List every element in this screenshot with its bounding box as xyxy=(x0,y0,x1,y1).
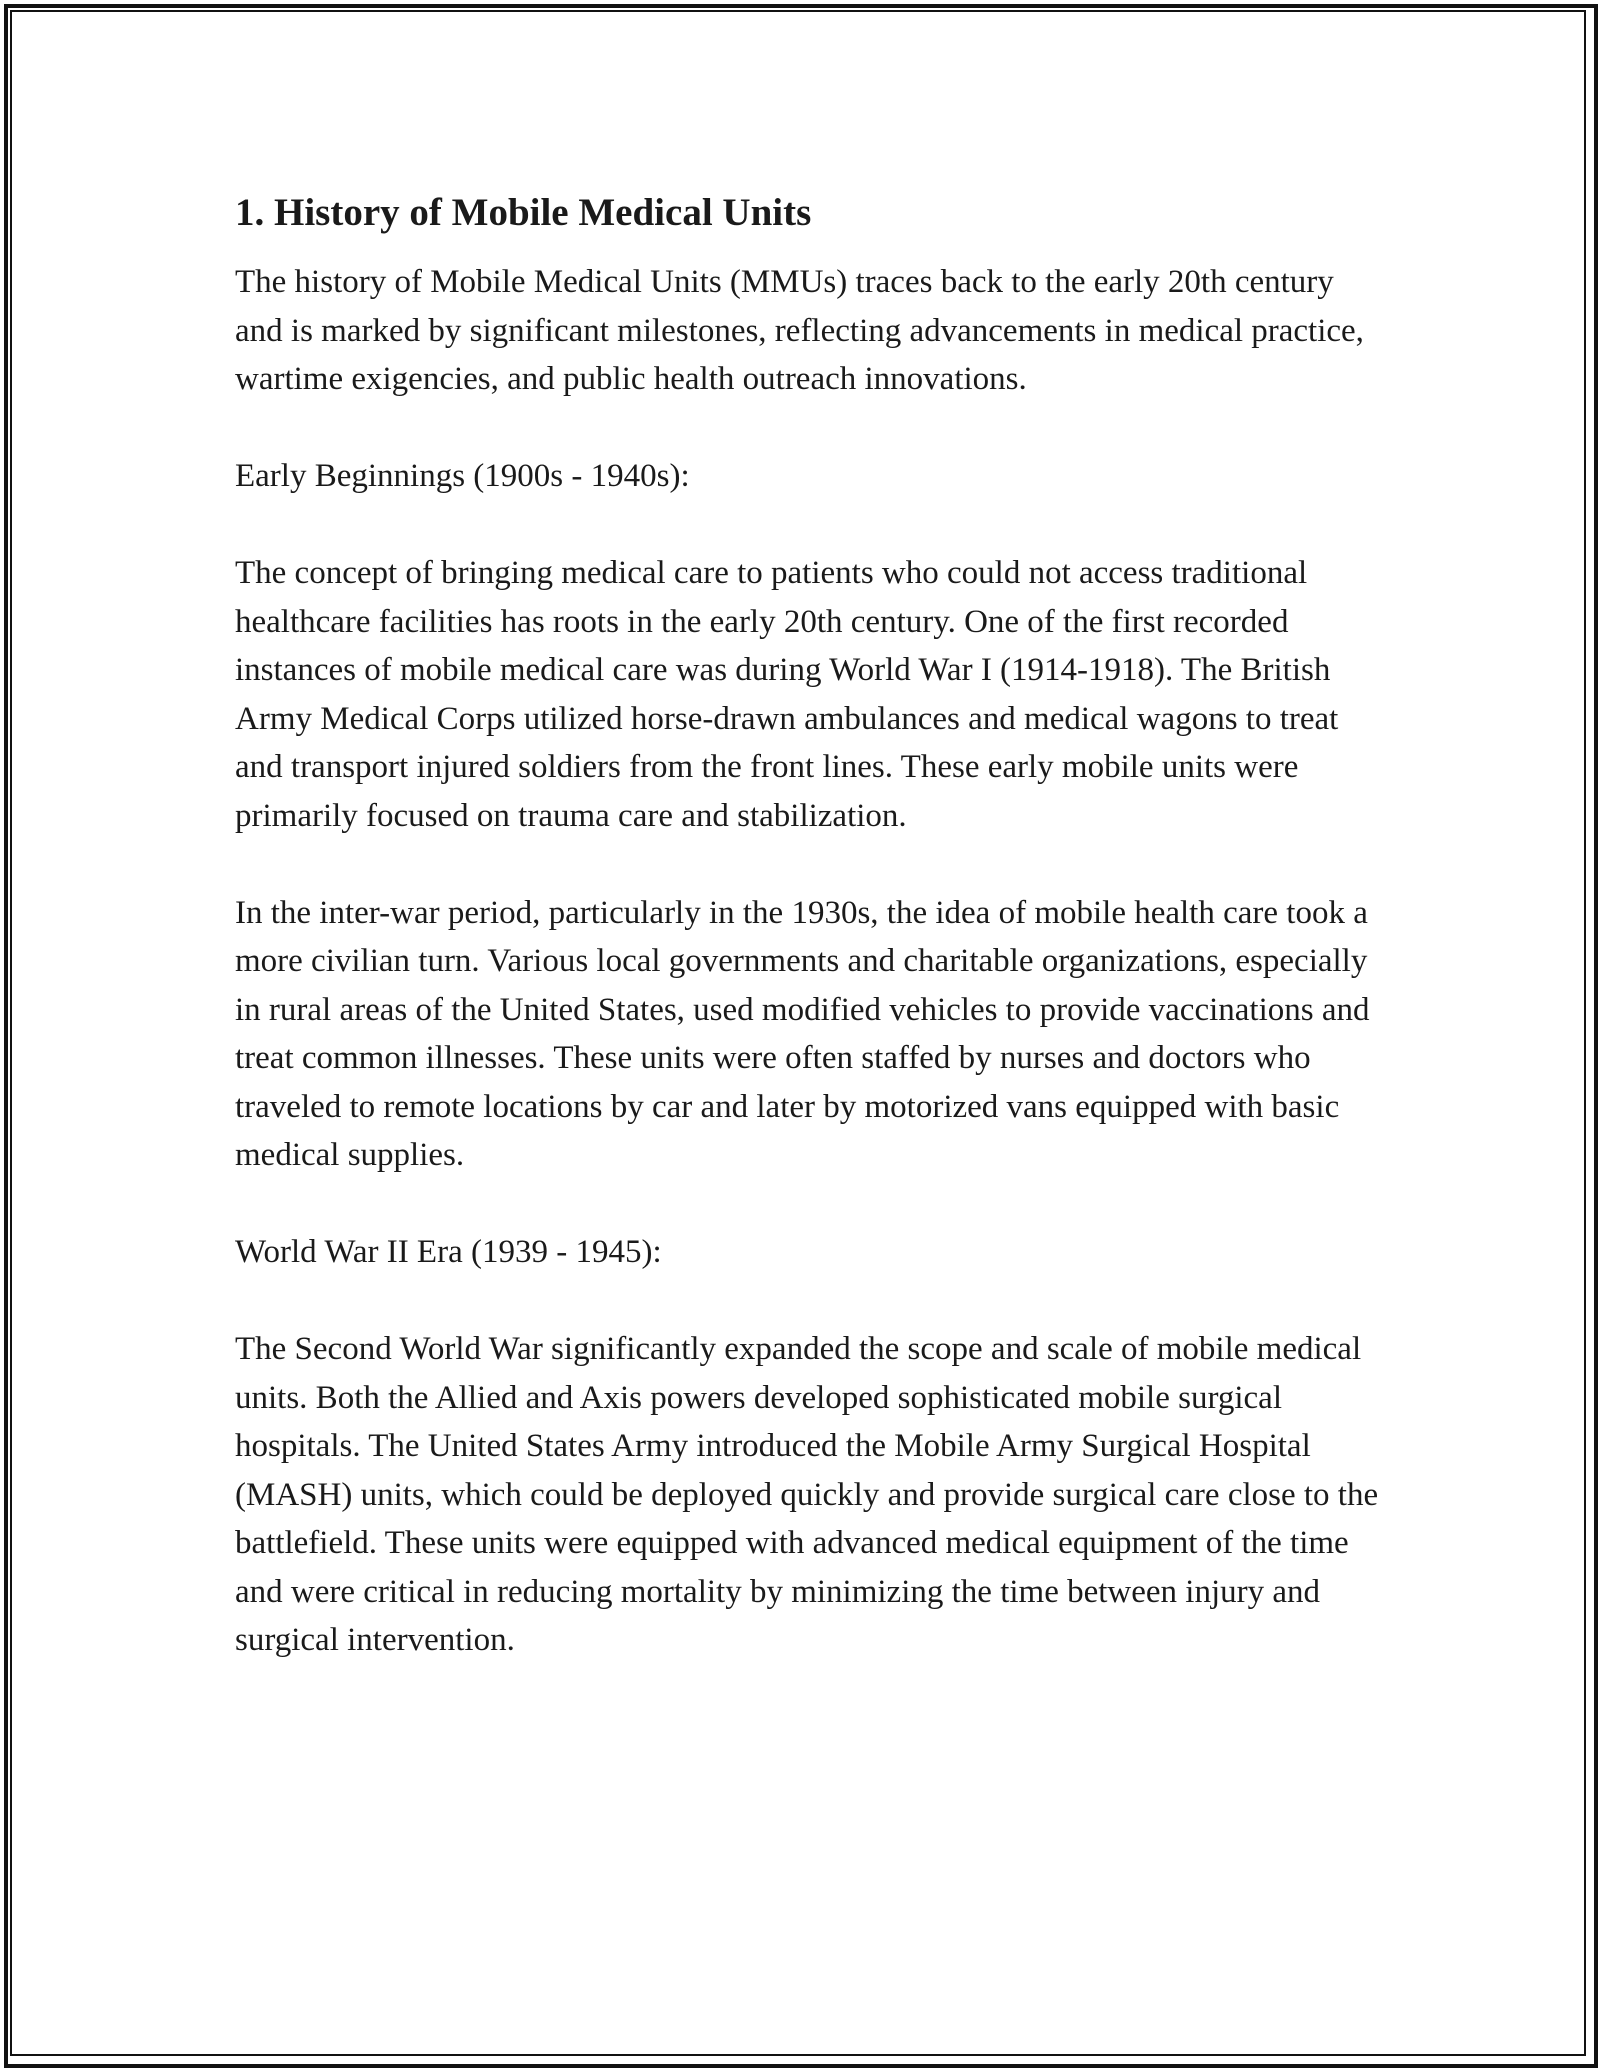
subheading-world-war-ii: World War II Era (1939 - 1945): xyxy=(235,1234,662,1270)
subheading-early-beginnings: Early Beginnings (1900s - 1940s): xyxy=(235,458,690,494)
intro-paragraph: The history of Mobile Medical Units (MMUs) traces back to the early 20th century and is marked by significant milestones, reflecting advancements in medical practice, wartime exigencies, and public health outreach innovations. xyxy=(235,264,1364,397)
document-body xyxy=(235,185,1385,1713)
early-beginnings-paragraph: The concept of bringing medical care to patients who could not access traditional healthcare facilities has roots in the early 20th century. One of the first recorded instances of mobile medical care was during World War I (1914-1918). The British Army Medical Corps utilized horse-drawn ambulances and medical wagons to treat and transport injured soldiers from the front lines. These early mobile units were primarily focused on trauma care and stabilization. xyxy=(235,555,1339,834)
section-heading: 1. History of Mobile Medical Units xyxy=(235,191,812,234)
inter-war-paragraph: In the inter-war period, particularly in the 1930s, the idea of mobile health care took a more civilian turn. Various local governments and charitable organizations, especially in rural areas of the United States, used modified vehicles to provide vaccinations and treat common illnesses. These units were often staffed by nurses and doctors who traveled to remote locations by car and later by motorized vans equipped with basic medical supplies. xyxy=(235,894,1370,1173)
world-war-ii-paragraph: The Second World War significantly expanded the scope and scale of mobile medical units. Both the Allied and Axis powers developed sophisticated mobile surgical hospitals. The United States Army introduced the Mobile Army Surgical Hospital (MASH) units, which could be deployed quickly and provide surgical care close to the battlefield. These units were equipped with advanced medical equipment of the time and were critical in reducing mortality by minimizing the time between injury and surgical intervention. xyxy=(235,1331,1379,1658)
